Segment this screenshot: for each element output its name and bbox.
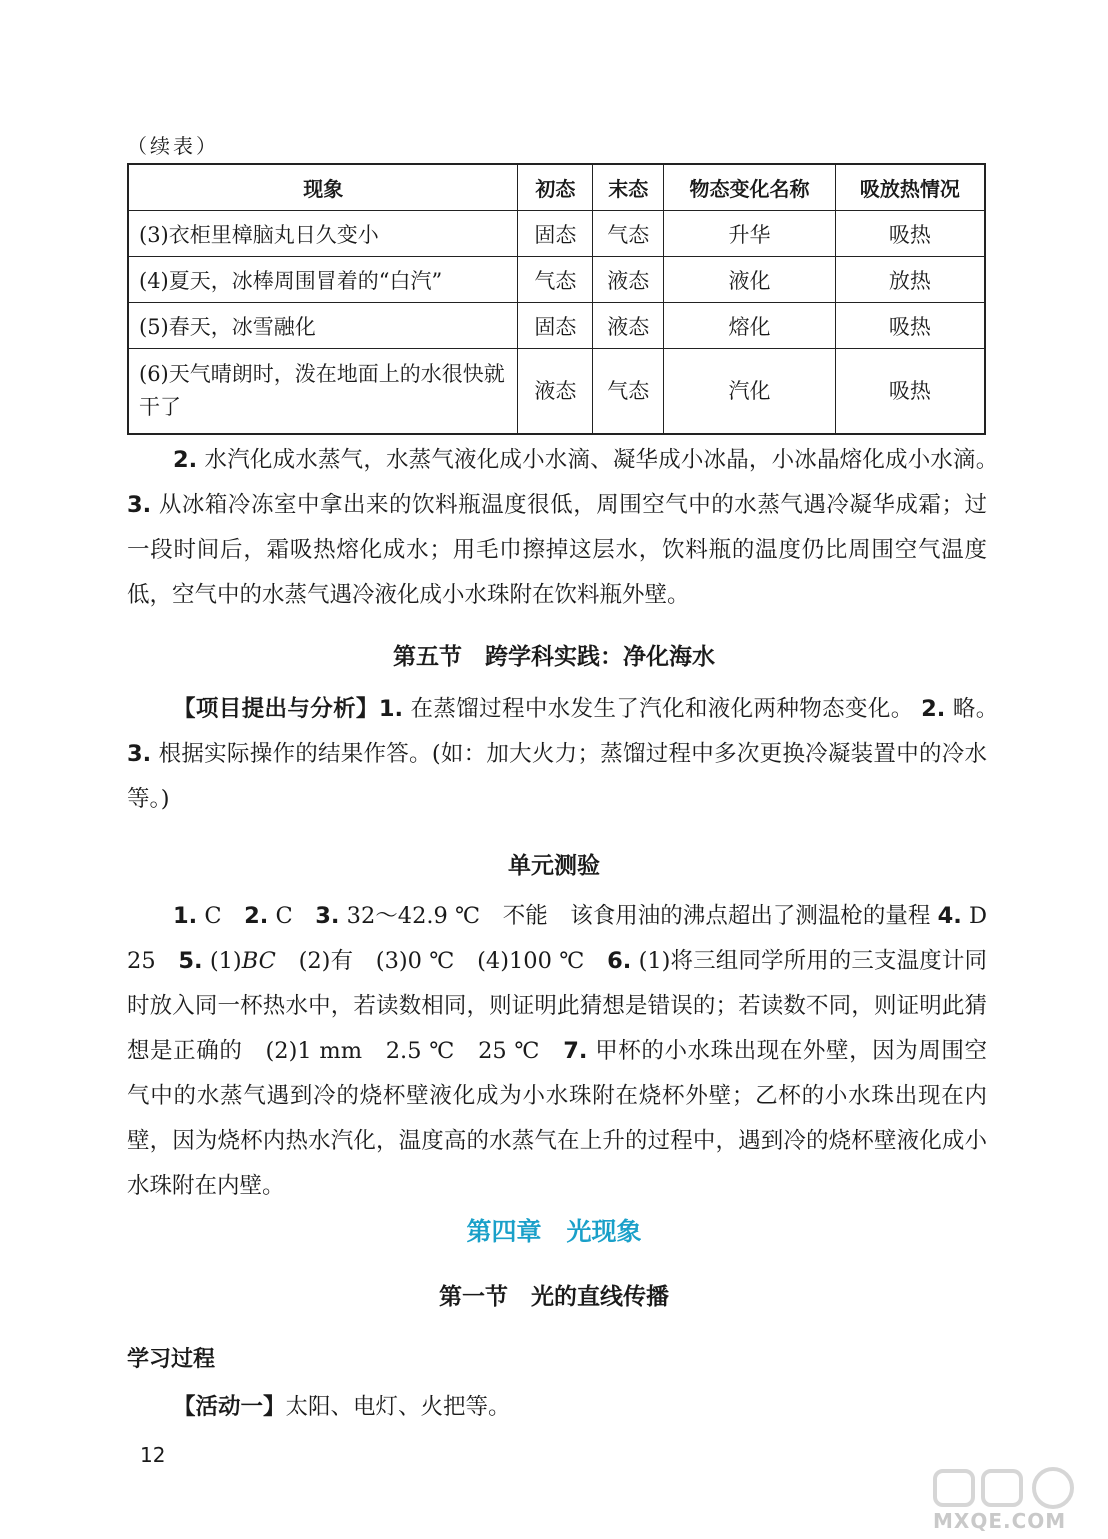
watermark-logo xyxy=(925,1465,1105,1535)
answer-number: 1. xyxy=(173,903,198,929)
cell-phenomenon: (5)春天，冰雪融化 xyxy=(128,303,518,349)
table-header-row xyxy=(128,164,985,211)
project-tag: 【项目提出与分析】 xyxy=(173,696,379,722)
header-final-state: 末态 xyxy=(593,164,664,211)
answer-text: (1)将三组同学所用的三支温度计同时放入同一杯热水中，若读数相同，则证明此猜想是错误的；若读数不同，则证明此猜想是正确的 (2)1 mm 2.5 ℃ 25 ℃ xyxy=(127,948,987,1064)
cell-change: 熔化 xyxy=(664,303,836,349)
answer-number: 2. xyxy=(173,447,198,473)
table-row xyxy=(128,349,985,435)
continued-table-label: （续表） xyxy=(127,134,219,158)
cell-initial: 固态 xyxy=(518,303,593,349)
cell-heat: 吸热 xyxy=(835,349,985,435)
project-paragraph xyxy=(127,687,987,822)
answer-text: 甲杯的小水珠出现在外壁，因为周围空气中的水蒸气遇到冷的烧杯壁液化成为小水珠附在烧杯外壁；乙杯的小水珠出现在内壁，因为烧杯内热水汽化，温度高的水蒸气在上升的过程中，遇到冷的烧杯壁液化成小水珠附在内壁。 xyxy=(127,1038,987,1199)
cell-final: 液态 xyxy=(593,257,664,303)
answer-number: 5. xyxy=(178,948,203,974)
answer-text: BC xyxy=(241,948,276,974)
answer-number: 3. xyxy=(315,903,340,929)
cell-change: 升华 xyxy=(664,211,836,257)
answer-text: 略。 xyxy=(952,696,988,722)
answer-text: (1) xyxy=(209,948,242,974)
table-row xyxy=(128,211,985,257)
table-row xyxy=(128,257,985,303)
cell-phenomenon: (6)天气晴朗时，泼在地面上的水很快就干了 xyxy=(128,349,518,435)
cell-final: 液态 xyxy=(593,303,664,349)
answer-text: 根据实际操作的结果作答。(如：加大火力；蒸馏过程中多次更换冷凝装置中的冷水等。) xyxy=(127,741,987,812)
answer-text: C xyxy=(275,903,293,929)
cell-initial: 固态 xyxy=(518,211,593,257)
answers-paragraph xyxy=(127,438,987,618)
header-heat-exchange: 吸放热情况 xyxy=(835,164,985,211)
answer-text: 在蒸馏过程中水发生了汽化和液化两种物态变化。 xyxy=(410,696,914,722)
learning-process-heading: 学习过程 xyxy=(127,1347,216,1372)
cell-heat: 放热 xyxy=(835,257,985,303)
answer-number: 3. xyxy=(127,741,152,767)
unit-test-answers xyxy=(127,894,1010,1209)
cell-initial: 气态 xyxy=(518,257,593,303)
answer-number: 2. xyxy=(921,696,946,722)
answer-text: 从冰箱冷冻室中拿出来的饮料瓶温度很低，周围空气中的水蒸气遇冷凝华成霜；过一段时间后，霜吸热熔化成水；用毛巾擦掉这层水，饮料瓶的温度仍比周围空气温度低，空气中的水蒸气遇冷液化成小水珠附在饮料瓶外壁。 xyxy=(127,492,987,608)
page-number: 12 xyxy=(140,1443,166,1467)
header-change-name: 物态变化名称 xyxy=(664,164,836,211)
answer-text: 32～42.9 ℃ 不能 该食用油的沸点超出了测温枪的量程 xyxy=(346,903,931,929)
cell-heat: 吸热 xyxy=(835,211,985,257)
cell-heat: 吸热 xyxy=(835,303,985,349)
cell-phenomenon: (3)衣柜里樟脑丸日久变小 xyxy=(128,211,518,257)
table-row xyxy=(128,303,985,349)
activity-tag: 【活动一】 xyxy=(173,1394,286,1420)
section-title: 第五节 跨学科实践：净化海水 xyxy=(393,644,715,670)
header-phenomenon: 现象 xyxy=(128,164,518,211)
watermark-text: MXQE.COM xyxy=(933,1509,1067,1533)
cell-final: 气态 xyxy=(593,211,664,257)
activity-paragraph xyxy=(127,1385,987,1430)
answer-text: 水汽化成水蒸气，水蒸气液化成小水滴、凝华成小冰晶，小冰晶熔化成小水滴。 xyxy=(204,447,987,473)
cell-phenomenon: (4)夏天，冰棒周围冒着的“白汽” xyxy=(128,257,518,303)
answer-number: 7. xyxy=(563,1038,588,1064)
chapter-title: 第四章 光现象 xyxy=(466,1217,642,1246)
answer-text: C xyxy=(204,903,222,929)
unit-test-title: 单元测验 xyxy=(508,853,600,879)
cell-change: 汽化 xyxy=(664,349,836,435)
states-of-matter-table xyxy=(127,163,986,435)
answer-number: 2. xyxy=(244,903,269,929)
answer-number: 1. xyxy=(378,696,404,722)
cell-change: 液化 xyxy=(664,257,836,303)
activity-text: 太阳、电灯、火把等。 xyxy=(285,1394,511,1420)
answer-text: D 25 xyxy=(127,903,1010,974)
answer-number: 4. xyxy=(937,903,962,929)
answer-number: 6. xyxy=(607,948,632,974)
section-title: 第一节 光的直线传播 xyxy=(439,1284,669,1310)
cell-initial: 液态 xyxy=(518,349,593,435)
header-initial-state: 初态 xyxy=(518,164,593,211)
cell-final: 气态 xyxy=(593,349,664,435)
answer-number: 3. xyxy=(127,492,152,518)
answer-text: (2)有 (3)0 ℃ (4)100 ℃ xyxy=(298,948,585,974)
